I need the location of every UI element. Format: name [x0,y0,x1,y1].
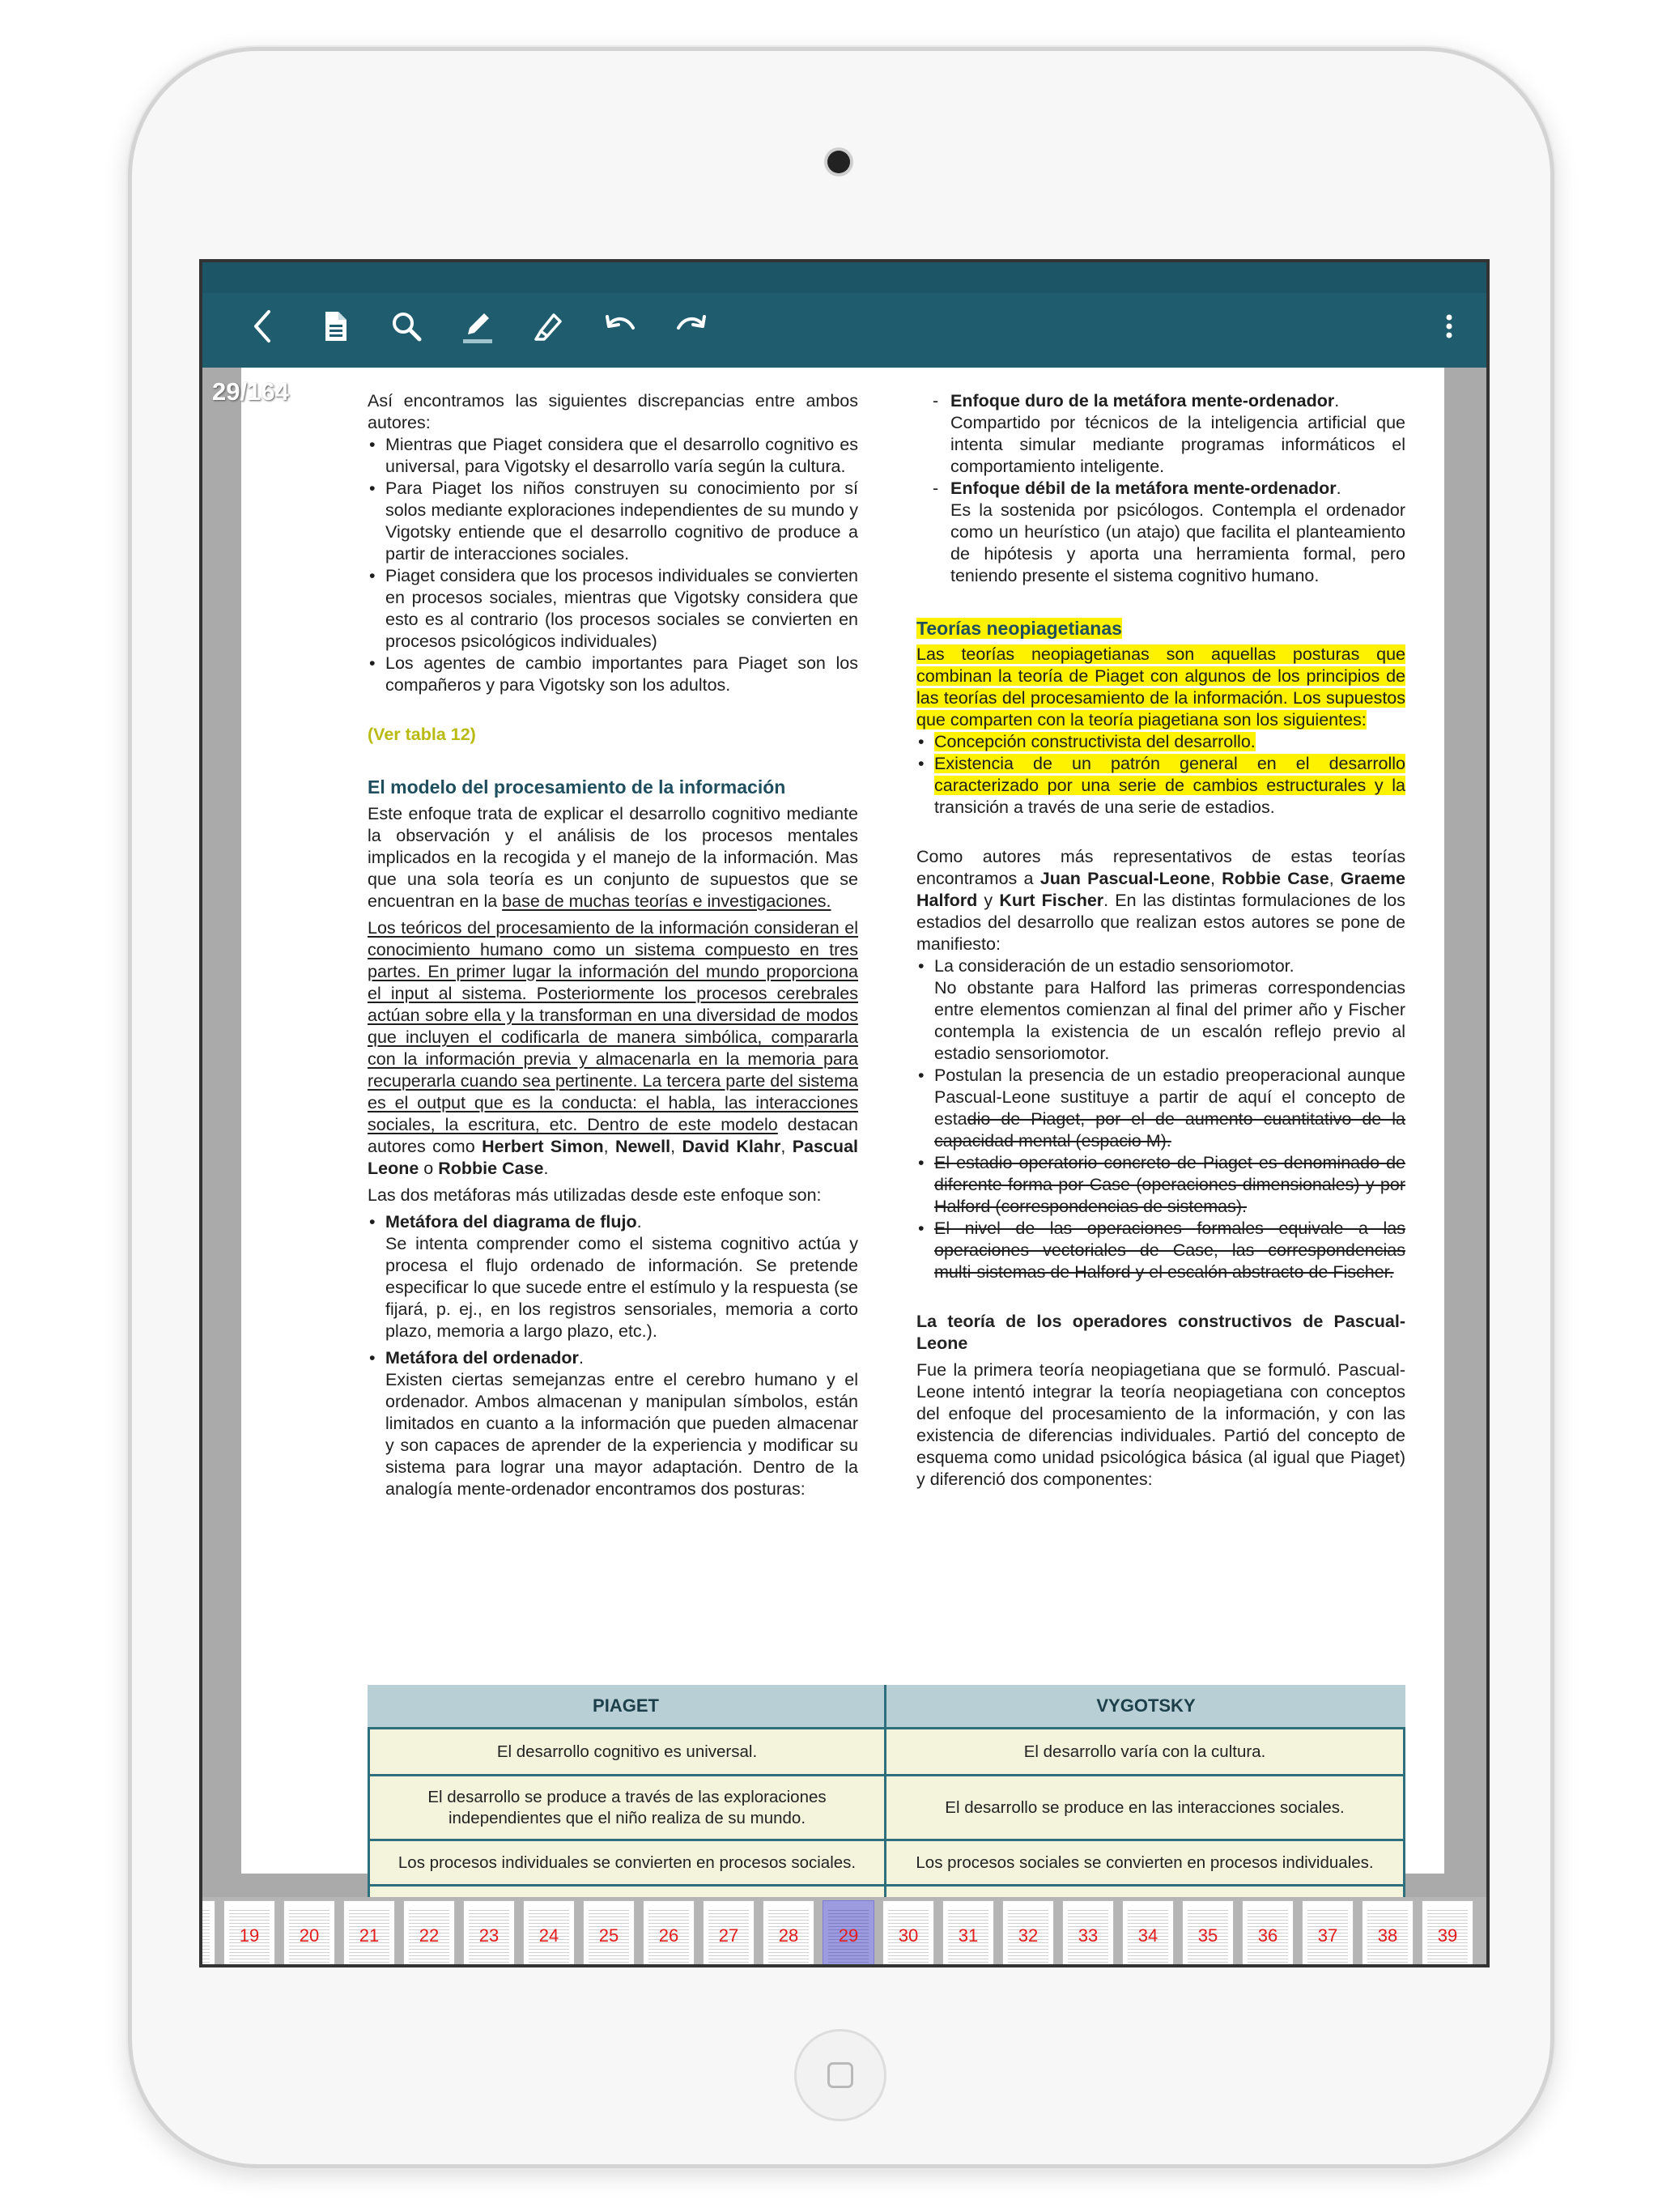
approach-title: Enfoque duro de la metáfora mente-ordenador [950,391,1335,410]
thumbnail-page-number: 20 [299,1925,320,1946]
list-item: • Para Piaget los niños construyen su conocimiento por sí solos mediante exploraciones independientes de su mundo y Vigotsky entiende que el desarrollo cognitivo de produce a partir de interacciones sociales. [368,478,858,565]
right-column [916,390,1405,1491]
metaphor-title: Metáfora del diagrama de flujo [385,1212,637,1231]
approach-item: - Enfoque débil de la metáfora mente-ordenador. [933,479,1341,498]
table-cell: El desarrollo se produce en las interacciones sociales. [886,1774,1405,1839]
thumbnail-page-number: 31 [958,1925,979,1946]
page-thumbnail[interactable] [403,1900,455,1967]
approach-description: Compartido por técnicos de la inteligencia artificial que intenta simular mediante programas informáticos el comportamiento inteligente. [950,413,1405,476]
column-header: VYGOTSKY [886,1685,1405,1727]
stages-list [916,1065,1405,1283]
thumbnail-page-number: 30 [898,1925,919,1946]
metaphor-title: Metáfora del ordenador [385,1348,579,1368]
thumbnail-page-number: 39 [1437,1925,1458,1946]
highlighted-text: Existencia de un patrón general en el desarrollo caracterizado por una serie de cambios estructurales y la [934,754,1405,795]
back-icon [244,307,283,346]
table-row [368,1774,1405,1839]
undo-button[interactable] [596,301,644,351]
metaphors-intro: Las dos metáforas más utilizadas desde este enfoque son: [368,1185,822,1205]
separator: , [1329,869,1341,888]
list-item: • Metáfora del ordenador. [368,1347,858,1369]
table-row [368,1727,1405,1774]
page-indicator: 29/164 [212,377,289,406]
page-thumbnail[interactable] [1182,1900,1234,1967]
home-button[interactable] [794,2029,886,2121]
author-name: Herbert Simon [482,1137,604,1156]
thumbnail-page-number: 29 [838,1925,859,1946]
thumbnail-page-number: 22 [419,1925,440,1946]
ops-paragraph: Fue la primera teoría neopiagetiana que se formuló. Pascual-Leone intentó integrar la teoría neopiagetiana con conceptos del enfoque del procesamiento de la información, y con las existencia de diferencias individuales. Partió del concepto de esquema como unidad psicológica básica (al igual que Piaget) y diferenció dos componentes: [916,1360,1405,1489]
authors-paragraph [916,846,1405,955]
page-thumbnail[interactable] [463,1900,515,1967]
pen-icon [458,307,497,346]
author-name: Pascual Leone [368,1137,858,1178]
page-thumbnail[interactable] [1302,1900,1354,1967]
thumbnail-page-number: 26 [658,1925,679,1946]
home-square-icon [827,2062,853,2088]
neo-list [916,731,1405,819]
underlined-text: base de muchas teorías e investigaciones. [502,891,831,911]
metaphor-list [368,1211,858,1233]
left-column [368,390,858,1500]
more-menu-button[interactable] [1425,301,1473,351]
neo-paragraph [916,644,1405,731]
separator: , [1209,869,1222,888]
page-thumbnail[interactable] [703,1900,755,1967]
thumbnail-page-number: 32 [1018,1925,1039,1946]
page-thumbnail[interactable] [523,1900,575,1967]
search-icon [387,307,426,346]
list-item: • El estadio operatorio concreto de Piaget es denominado de diferente forma por Case (operaciones dimensionales) y por Halford (correspondencias de sistemas). [916,1152,1405,1218]
separator: , [780,1137,793,1156]
author-name: Juan Pascual-Leone [1039,869,1210,888]
more-vertical-icon [1430,307,1469,346]
reader-screen [199,259,1490,1967]
page-thumbnail[interactable] [223,1900,275,1967]
page-thumbnail[interactable] [1002,1900,1054,1967]
thumbnail-page-number: 23 [478,1925,500,1946]
thumbnail-page-number: 24 [538,1925,559,1946]
list-item: • Los agentes de cambio importantes para Piaget son los compañeros y para Vigotsky son los adultos. [368,653,858,696]
metaphor-description: Se intenta comprender como el sistema cognitivo actúa y procesa el flujo ordenado de información. Se pretende especificar lo que sucede entre el estímulo y la respuesta (se fijará, p. ej., en los registros sensoriales, memoria a corto plazo, memoria a largo plazo, etc.). [385,1234,858,1341]
thumbnail-page-number: 21 [359,1925,380,1946]
thumbnail-page-number: 33 [1078,1925,1099,1946]
thumbnail-page-number: 28 [778,1925,799,1946]
section-heading: La teoría de los operadores constructivos de Pascual-Leone [916,1312,1405,1353]
text-run: destacan autores como [368,1115,859,1156]
section-heading: El modelo del procesamiento de la información [368,776,786,798]
column-header: PIAGET [368,1685,886,1727]
undo-icon [601,307,640,346]
table-cell: Los procesos individuales se convierten en procesos sociales. [368,1839,886,1884]
highlighter-button[interactable] [525,301,573,351]
list-item: • El nivel de las operaciones formales equivale a las operaciones vectoriales de Case, las correspondencias multi-sistemas de Halford y el escalón abstracto de Fischer. [916,1218,1405,1283]
list-item [916,753,1405,819]
thumbnail-page-number: 25 [598,1925,619,1946]
metaphor-description: Existen ciertas semejanzas entre el cerebro humano y el ordenador. Ambos almacenan y manipulan símbolos, están limitados en cuanto a la información que pueden almacenar y son capaces de aprender de la experiencia y modificar su sistema para lograr una mayor adaptación. Dentro de la analogía mente-ordenador encontramos dos posturas: [385,1370,858,1499]
document-icon [316,307,355,346]
page-thumbnail[interactable] [643,1900,695,1967]
approach-description: Es la sostenida por psicólogos. Contempla el ordenador como un heurístico (un atajo) que facilita el planteamiento de hipótesis y aporta una herramienta formal, pero teniendo presente el sistema cognitivo humano. [950,500,1405,585]
table-cell: El desarrollo se produce a través de las exploraciones independientes que el niño realiza de su mundo. [368,1774,886,1839]
highlighted-heading: Teorías neopiagetianas [916,618,1122,639]
page-thumbnail[interactable] [1422,1900,1473,1967]
discrepancy-list [368,434,858,696]
thumbnail-page-number: 38 [1377,1925,1398,1946]
search-button[interactable] [382,301,431,351]
author-name: Kurt Fischer [999,891,1104,910]
page-thumbnail[interactable] [583,1900,635,1967]
separator: y [977,891,1000,910]
page-thumbnail[interactable] [763,1900,814,1967]
thumbnail-page-number: 19 [239,1925,260,1946]
text-run: Este enfoque trata de explicar el desarrollo cognitivo mediante la observación y el análisis de los procesos mentales implicados en la recogida y el manejo de la información. Mas que una sola teoría es un conjunto de supuestos que se encuentran en la [368,804,858,911]
thumbnail-page-number: 37 [1317,1925,1338,1946]
page-thumbnail[interactable] [1122,1900,1174,1967]
author-name: David Klahr [682,1137,781,1156]
metaphor-list [368,1347,858,1369]
see-table-link[interactable]: (Ver tabla 12) [368,725,476,744]
author-name: Newell [614,1137,671,1156]
table-cell: El desarrollo varía con la cultura. [886,1727,1405,1774]
approach-item: - Enfoque duro de la metáfora mente-ordenador. [933,391,1340,410]
table-row [368,1839,1405,1884]
list-item [916,1065,1405,1152]
intro-paragraph: Así encontramos las siguientes discrepancias entre ambos autores: [368,391,858,432]
text-run: Postulan la presencia de un estadio preoperacional aunque Pascual-Leone sustituye a partir de aquí el concepto de esta [934,1066,1405,1129]
struck-text: dio de Piaget, por el de aumento cuantitativo de la capacidad mental (espacio M). [934,1109,1405,1151]
list-item: • Piaget considera que los procesos individuales se convierten en procesos sociales, mientras que Vigotsky considera que esto es al contrario (los procesos sociales se convierten en procesos psicológicos individuales) [368,565,858,653]
page-thumbnail[interactable] [942,1900,994,1967]
page-thumbnail[interactable] [1362,1900,1414,1967]
list-item: • Mientras que Piaget considera que el desarrollo cognitivo es universal, para Vigotsky el desarrollo varía según la cultura. [368,434,858,478]
text-run: . En las distintas formulaciones de los estadios del desarrollo que realizan estos autores se pone de manifiesto: [916,891,1405,954]
highlighter-icon [529,307,568,346]
highlighted-text: Las teorías neopiagetianas son aquellas posturas que combinan la teoría de Piaget con algunos de los principios de las teorías del procesamiento de la información. Los supuestos que comparten con la teoría piagetiana son los siguientes: [916,644,1405,730]
camera [827,151,850,173]
page-thumbnail[interactable] [343,1900,395,1967]
approach-title: Enfoque débil de la metáfora mente-ordenador [950,479,1337,498]
highlighted-text: Concepción constructivista del desarrollo. [934,732,1256,751]
page-thumbnail[interactable] [1062,1900,1114,1967]
author-name: Graeme Halford [916,869,1406,910]
text-run: transición a través de una serie de estadios. [934,798,1275,817]
back-button[interactable] [240,301,288,351]
page-thumbnail[interactable] [283,1900,335,1967]
table-cell: Los procesos sociales se convierten en procesos individuales. [886,1839,1405,1884]
redo-icon [672,307,711,346]
author-name: Robbie Case [1222,869,1329,888]
book-page [241,368,1444,1874]
thumbnail-page-number: 27 [718,1925,739,1946]
author-name: Robbie Case [438,1159,544,1178]
pen-button[interactable] [453,301,502,351]
list-item [916,731,1405,753]
separator: o [419,1159,439,1178]
thumbnail-page-number: 34 [1137,1925,1158,1946]
thumbnail-page-number: 35 [1197,1925,1218,1946]
page-thumbnail[interactable] [199,1900,215,1967]
table-cell: El desarrollo cognitivo es universal. [368,1727,886,1774]
thumbnail-page-number: 36 [1257,1925,1278,1946]
status-strip [202,262,1486,293]
page-thumbnail[interactable] [882,1900,934,1967]
page-thumbnail[interactable] [823,1900,874,1967]
theorists-paragraph: Los teóricos del procesamiento de la información consideran el conocimiento humano como un sistema compuesto en tres partes. En primer lugar la información del mundo proporciona el input al sistema. Posteriormente los procesos cerebrales actúan sobre ella y la transforman en una diversidad de modos que incluyen el codificarla de manera simbólica, compararla con la información previa y almacenarla en la memoria para recuperarla cuando sea pertinente. La tercera parte del sistema es el output que es la conducta: el habla, las interacciones sociales, la escritura, etc. Dentro de este modelo destacan autores como Herbert Simon, Newell, David Klahr, Pascual Leone o Robbie Case. [368,918,859,1178]
table-header-row [368,1685,1405,1727]
underlined-text: Los teóricos del procesamiento de la información consideran el conocimiento humano como un sistema compuesto en tres partes. En primer lugar la información del mundo proporciona el input al sistema. Posteriormente los procesos cerebrales actúan sobre ella y la transforman en una diversidad de modos que incluyen el codificarla de manera simbólica, compararla con la información previa y almacenarla en la memoria para recuperarla cuando sea pertinente. La tercera parte del sistema es el output que es la conducta: el habla, las interacciones sociales, la escritura, etc. Dentro de este modelo [368,918,858,1134]
separator: , [670,1137,682,1156]
info-processing-paragraph [368,803,858,912]
comparison-table [368,1685,1405,1931]
stage-description: No obstante para Halford las primeras correspondencias entre elementos comienzan al final del primer año y Fischer contempla la existencia de un escalón reflejo previo al estadio sensoriomotor. [934,978,1405,1063]
neo-heading [916,618,1405,640]
redo-button[interactable] [667,301,716,351]
page-thumbnail[interactable] [1242,1900,1294,1967]
list-item: • La consideración de un estadio sensoriomotor. [916,955,1405,977]
text-run: Como autores más representativos de estas teorías encontramos a [916,847,1405,888]
list-item: • Metáfora del diagrama de flujo. [368,1211,858,1233]
separator: , [603,1137,615,1156]
stages-list [916,955,1405,977]
toolbar [202,262,1486,368]
thumbnail-strip[interactable] [202,1897,1486,1967]
document-button[interactable] [311,301,359,351]
